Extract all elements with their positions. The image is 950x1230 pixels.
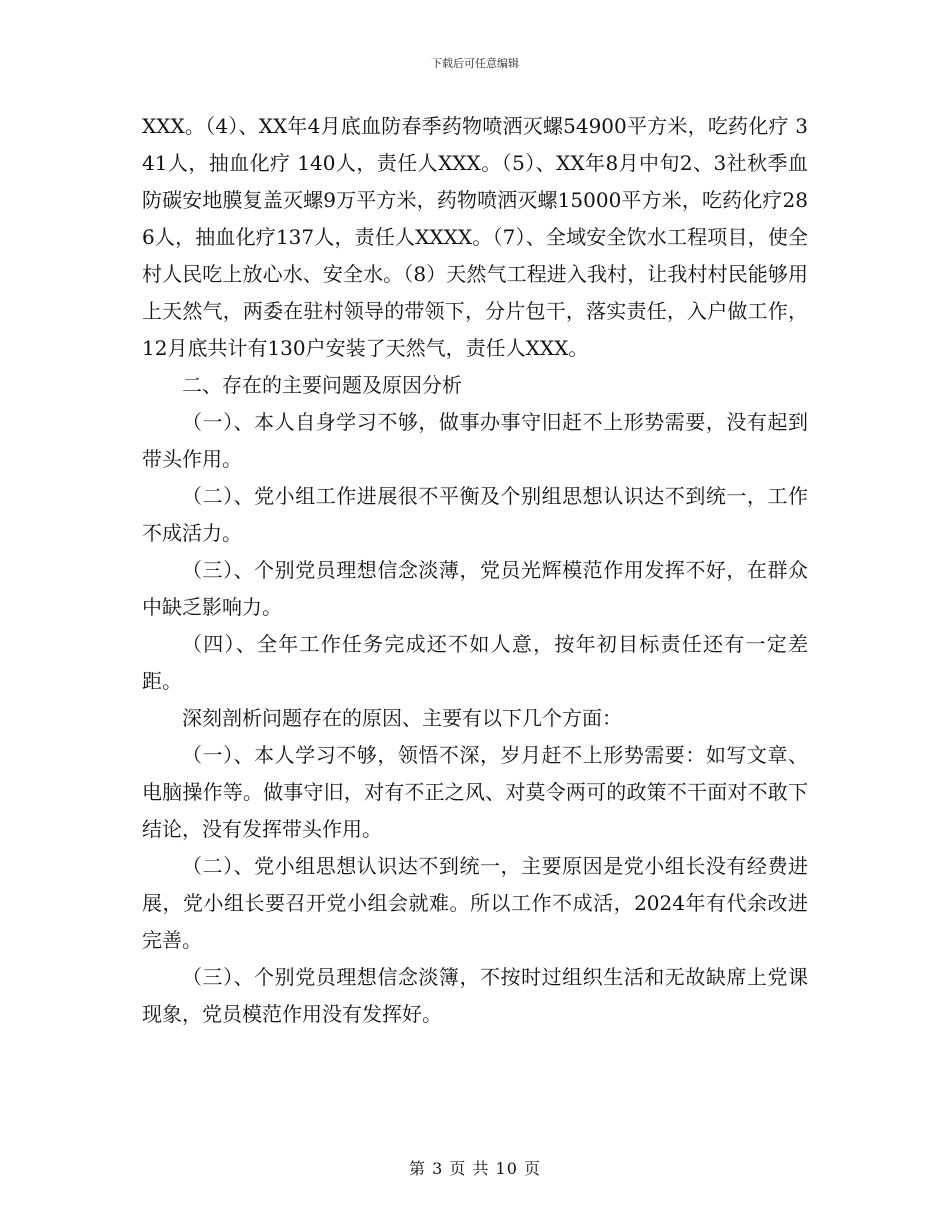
- page-footer: 第 3 页 共 10 页: [409, 1159, 541, 1178]
- paragraph-cause-intro: 深刻剖析问题存在的原因、主要有以下几个方面：: [182, 706, 622, 730]
- paragraph-cause-3: （三）、个别党员理想信念淡簿，不按时过组织生活和无故缺席上党课现象，党员模范作用没有发挥好。: [142, 965, 808, 1026]
- section-heading-problems: 二、存在的主要问题及原因分析: [182, 373, 462, 397]
- page-header: 下载后可任意编辑: [431, 57, 519, 70]
- paragraph-cause-1: （一）、本人学习不够，领悟不深，岁月赶不上形势需要：如写文章、电脑操作等。做事守旧，对有不正之风、对莫令两可的政策不干面对不敢下结论，没有发挥带头作用。: [142, 743, 808, 841]
- paragraph-problem-2: （二）、党小组工作进展很不平衡及个别组思想认识达不到统一，工作不成活力。: [142, 484, 808, 545]
- paragraph-problem-3: （三）、个别党员理想信念淡薄，党员光辉模范作用发挥不好，在群众中缺乏影响力。: [142, 558, 808, 619]
- document-body: [142, 108, 808, 1033]
- paragraph-cause-2: （二）、党小组思想认识达不到统一，主要原因是党小组长没有经费进展，党小组长要召开党小组会就难。所以工作不成活，2024年有代余改进完善。: [142, 854, 808, 952]
- paragraph-problem-1: （一）、本人自身学习不够，做事办事守旧赶不上形势需要，没有起到带头作用。: [142, 410, 808, 471]
- paragraph-continued-work-items: XXX。（4）、XX年4月底血防春季药物喷洒灭螺54900平方米，吃药化疗 341人，抽血化疗 140人，责任人XXX。（5）、XX年8月中旬2、3社秋季血防碳安地膜复盖灭螺9万平方米，药物喷洒灭螺15000平方米，吃药化疗286人，抽血化疗137人，责任人XXXX。（7）、全域安全饮水工程项目，使全村人民吃上放心水、安全水。（8）天然气工程进入我村，让我村村民能够用上天然气，两委在驻村领导的带领下，分片包干，落实责任，入户做工作，12月底共计有130户安装了天然气，责任人XXX。: [142, 114, 808, 360]
- paragraph-problem-4: （四）、全年工作任务完成还不如人意，按年初目标责任还有一定差距。: [142, 632, 808, 693]
